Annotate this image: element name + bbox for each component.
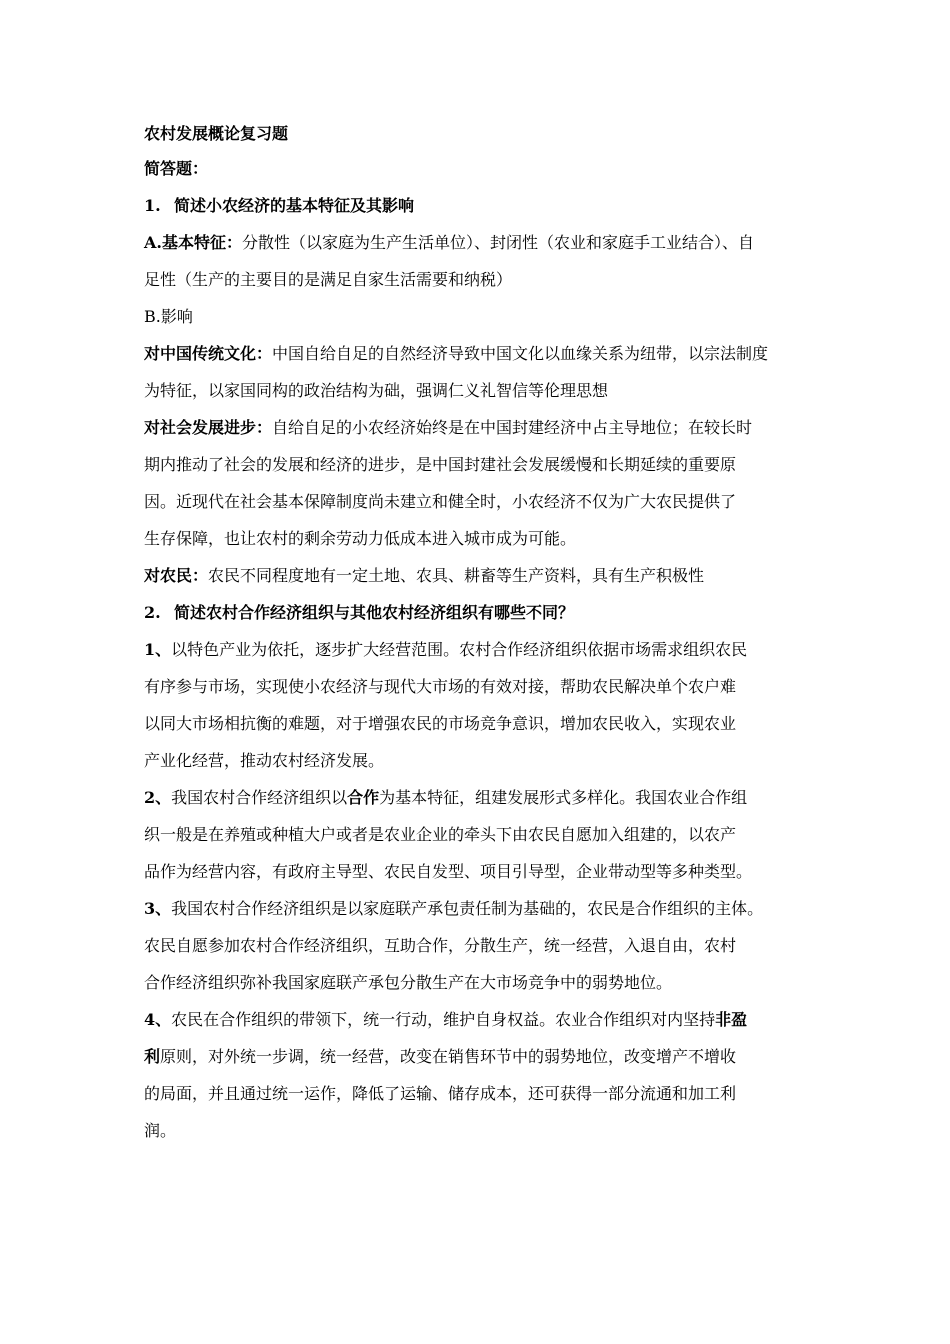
emphasis-text: 利 [144, 1047, 161, 1066]
question-number: 1. [144, 196, 161, 215]
q2-point-2 [144, 788, 824, 882]
paragraph-line: 以同大市场相抗衡的难题，对于增强农民的市场竞争意识，增加农民收入，实现农业 [144, 714, 737, 733]
question-2-heading [144, 603, 824, 623]
point-number: 3、 [144, 899, 172, 918]
paragraph-text: 以特色产业为依托，逐步扩大经营范围。农村合作经济组织依据市场需求组织农民 [171, 640, 748, 659]
paragraph-line: 有序参与市场，实现使小农经济与现代大市场的有效对接，帮助农民解决单个农户难 [144, 677, 737, 696]
label-influence: B.影响 [144, 307, 193, 326]
paragraph-text: 我国农村合作经济组织以 [171, 788, 348, 807]
question-1-heading [144, 196, 824, 216]
document-title: 农村发展概论复习题 [144, 124, 289, 143]
paragraph-line [144, 1047, 824, 1067]
paragraph-line: 生存保障，也让农村的剩余劳动力低成本进入城市成为可能。 [144, 529, 577, 548]
paragraph-line: 品作为经营内容，有政府主导型、农民自发型、项目引导型，企业带动型等多种类型。 [144, 862, 753, 881]
paragraph-line: 合作经济组织弥补我国家庭联产承包分散生产在大市场竞争中的弱势地位。 [144, 973, 673, 992]
q1-basic-features [144, 233, 824, 290]
paragraph-text: 自给自足的小农经济始终是在中国封建经济中占主导地位；在较长时 [272, 418, 753, 437]
question-text: 简述农村合作经济组织与其他农村经济组织有哪些不同？ [174, 603, 575, 622]
paragraph-line [144, 233, 824, 253]
paragraph-line: 为特征，以家国同构的政治结构为础，强调仁义礼智信等伦理思想 [144, 381, 609, 400]
paragraph-line: 期内推动了社会的发展和经济的进步，是中国封建社会发展缓慢和长期延续的重要原 [144, 455, 737, 474]
label-farmer: 对农民： [144, 566, 209, 585]
q2-point-4 [144, 1010, 824, 1141]
paragraph-line: 足性（生产的主要目的是满足自家生活需要和纳税） [144, 270, 513, 289]
paragraph-line: 农民自愿参加农村合作经济组织，互助合作，分散生产，统一经营，入退自由，农村 [144, 936, 737, 955]
emphasis-text: 合作 [347, 788, 380, 807]
paragraph-line [144, 418, 824, 438]
paragraph-line: 润。 [144, 1121, 177, 1140]
paragraph-line [144, 344, 824, 364]
paragraph-text: 我国农村合作经济组织是以家庭联产承包责任制为基础的，农民是合作组织的主体。 [171, 899, 764, 918]
section-heading: 简答题： [144, 159, 209, 178]
paragraph-text: 原则，对外统一步调，统一经营，改变在销售环节中的弱势地位，改变增产不增收 [160, 1047, 737, 1066]
paragraph-text: 农民不同程度地有一定土地、农具、耕畜等生产资料，具有生产积极性 [208, 566, 705, 585]
paragraph-line [144, 1010, 824, 1030]
q2-point-3 [144, 899, 824, 993]
paragraph-line [144, 640, 824, 660]
q1-society-impact [144, 418, 824, 549]
q2-point-1 [144, 640, 824, 771]
paragraph-text: 为基本特征，组建发展形式多样化。我国农业合作组 [379, 788, 748, 807]
paragraph-line [144, 899, 824, 919]
paragraph-line: 织一般是在养殖或种植大户或者是农业企业的牵头下由农民自愿加入组建的，以农产 [144, 825, 737, 844]
emphasis-text: 非盈 [715, 1010, 748, 1029]
label-basic-features: A.基本特征： [144, 233, 242, 252]
document-body [144, 124, 824, 1158]
paragraph-text: 中国自给自足的自然经济导致中国文化以血缘关系为纽带，以宗法制度 [272, 344, 769, 363]
question-number: 2. [144, 603, 161, 622]
point-number: 1、 [144, 640, 172, 659]
paragraph-text: 分散性（以家庭为生产生活单位）、封闭性（农业和家庭手工业结合）、自 [242, 233, 755, 252]
label-culture: 对中国传统文化： [144, 344, 273, 363]
paragraph-line [144, 788, 824, 808]
label-society: 对社会发展进步： [144, 418, 273, 437]
paragraph-line: 因。近现代在社会基本保障制度尚未建立和健全时，小农经济不仅为广大农民提供了 [144, 492, 737, 511]
point-number: 4、 [144, 1010, 172, 1029]
question-text: 简述小农经济的基本特征及其影响 [174, 196, 415, 215]
paragraph-text: 农民在合作组织的带领下，统一行动，维护自身权益。农业合作组织对内坚持 [171, 1010, 716, 1029]
paragraph-line: 产业化经营，推动农村经济发展。 [144, 751, 385, 770]
point-number: 2、 [144, 788, 172, 807]
q1-farmer-impact [144, 566, 824, 586]
q1-culture-impact [144, 344, 824, 401]
paragraph-line: 的局面，并且通过统一运作，降低了运输、储存成本，还可获得一部分流通和加工利 [144, 1084, 737, 1103]
